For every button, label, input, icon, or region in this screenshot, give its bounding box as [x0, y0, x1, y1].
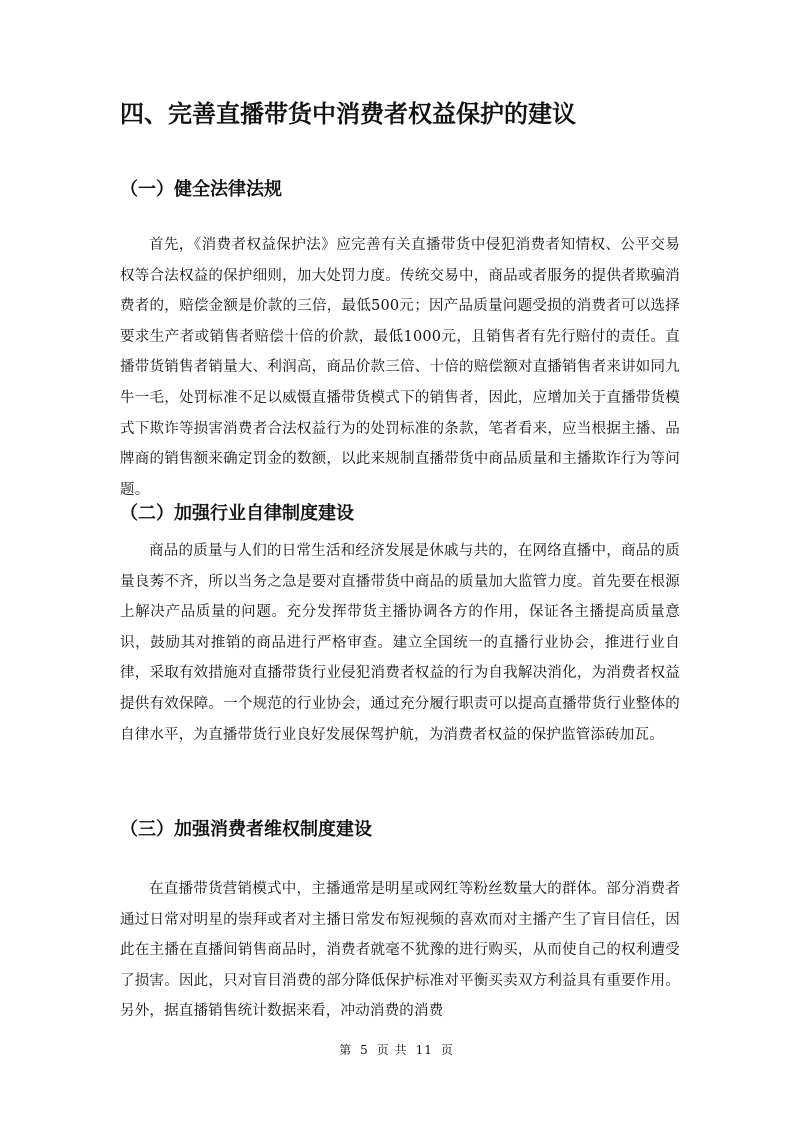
footer-middle: 页 共 [376, 1043, 408, 1057]
section-paragraph-2: 商品的质量与人们的日常生活和经济发展是休戚与共的，在网络直播中，商品的质量良莠不齐，所以当务之急是要对直播带货中商品的质量加大监管力度。首先要在根源上解决产品质量的问题。充分发挥带货主播协调各方的作用，保证各主播提高质量意识，鼓励其对推销的商品进行严格审查。建立全国统一的直播行业协会，推进行业自律，采取有效措施对直播带货行业侵犯消费者权益的行为自我解决消化，为消费者权益提供有效保障。一个规范的行业协会，通过充分履行职责可以提高直播带货行业整体的自律水平，为直播带货行业良好发展保驾护航，为消费者权益的保护监管添砖加瓦。 [120, 543, 680, 743]
footer-current-page: 5 [360, 1043, 369, 1057]
section-title-1: （一）健全法律法规 [120, 179, 282, 200]
footer-prefix: 第 [339, 1043, 353, 1057]
section-paragraph-1: 首先，《消费者权益保护法》应完善有关直播带货中侵犯消费者知情权、公平交易权等合法权益的保护细则，加大处罚力度。传统交易中，商品或者服务的提供者欺骗消费者的，赔偿金额是价款的三倍，最低500元；因产品质量问题受损的消费者可以选择要求生产者或销售者赔偿十倍的价款，最低1000元，且销售者有先行赔付的责任。直播带货销售者销量大、利润高，商品价款三倍、十倍的赔偿额对直播销售者来讲如同九牛一毛，处罚标准不足以威慑直播带货模式下的销售者，因此，应增加关于直播带货模式下欺诈等损害消费者合法权益行为的处罚标准的条款，笔者看来，应当根据主播、品牌商的销售额来确定罚金的数额，以此来规制直播带货中商品质量和主播欺诈行为等问题。 [120, 237, 680, 498]
page-footer [0, 1042, 793, 1058]
section-paragraph-3: 在直播带货营销模式中，主播通常是明星或网红等粉丝数量大的群体。部分消费者通过日常对明星的崇拜或者对主播日常发布短视频的喜欢而对主播产生了盲目信任，因此在主播在直播间销售商品时，消费者就毫不犹豫的进行购买，从而使自己的权利遭受了损害。因此，只对盲目消费的部分降低保护标准对平衡买卖双方利益具有重要作用。另外，据直播销售统计数据来看，冲动消费的消费 [120, 881, 680, 1020]
chapter-title: 四、完善直播带货中消费者权益保护的建议 [120, 100, 576, 128]
section-title-2: （二）加强行业自律制度建设 [120, 503, 354, 524]
section-title-3: （三）加强消费者维权制度建设 [120, 819, 372, 840]
footer-suffix: 页 [440, 1043, 454, 1057]
footer-total-pages: 11 [415, 1043, 433, 1057]
